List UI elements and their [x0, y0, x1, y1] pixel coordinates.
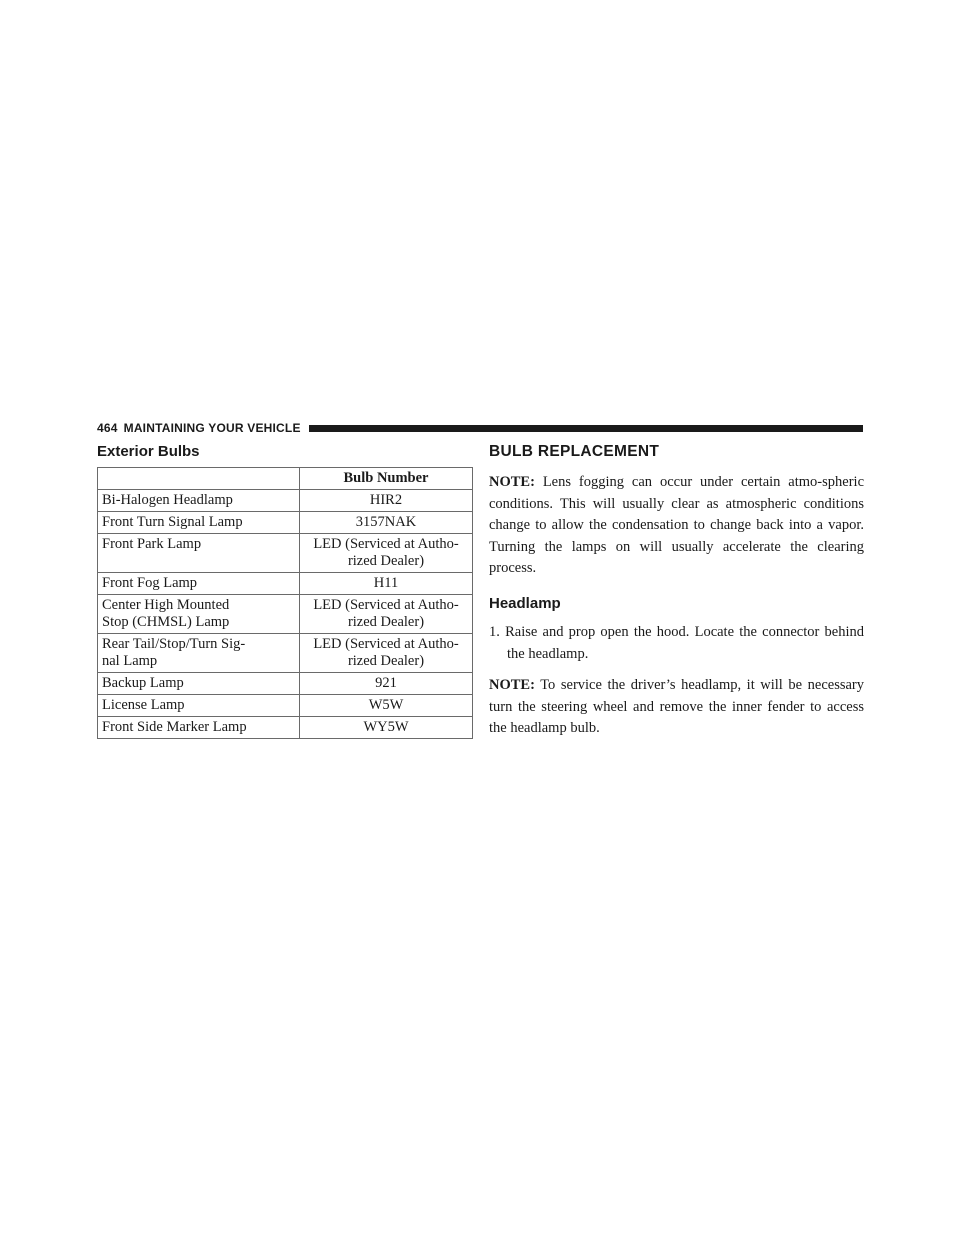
note-text: Lens fogging can occur under certain atmo-spheric conditions. This will usually clear as atmospheric conditions change to allow the condensation to change back into a vapor. Turning the lamps on will usually accelerate the clearing process. — [489, 474, 864, 577]
bulb-replacement-title: BULB REPLACEMENT — [489, 443, 660, 460]
right-column — [489, 442, 864, 740]
note-label: NOTE: — [489, 677, 535, 694]
table-row — [98, 695, 473, 717]
chapter-title: MAINTAINING YOUR VEHICLE — [123, 421, 301, 435]
lamp-name-cell: Front Side Marker Lamp — [98, 717, 300, 739]
bulb-number-cell: LED (Serviced at Autho- rized Dealer) — [300, 595, 473, 634]
bulb-number-cell: LED (Serviced at Autho- rized Dealer) — [300, 534, 473, 573]
bulb-number-cell: LED (Serviced at Autho- rized Dealer) — [300, 634, 473, 673]
table-row — [98, 573, 473, 595]
note-lens-fogging — [489, 472, 864, 580]
bulb-number-cell: HIR2 — [300, 490, 473, 512]
bulb-number-cell: W5W — [300, 695, 473, 717]
note-text: To service the driver’s headlamp, it will be necessary turn the steering wheel and remove the inner fender to access the headlamp bulb. — [489, 677, 864, 737]
lamp-name-cell: Backup Lamp — [98, 673, 300, 695]
bulb-number-cell: H11 — [300, 573, 473, 595]
lamp-name-cell: Front Fog Lamp — [98, 573, 300, 595]
table-header-row — [98, 468, 473, 490]
table-row — [98, 673, 473, 695]
exterior-bulbs-table — [97, 467, 473, 739]
bulb-number-cell: WY5W — [300, 717, 473, 739]
note-label: NOTE: — [489, 474, 535, 490]
headlamp-title: Headlamp — [489, 594, 561, 612]
note-drivers-headlamp — [489, 675, 864, 740]
lamp-name-cell: Front Park Lamp — [98, 534, 300, 573]
column-header-bulb-number: Bulb Number — [300, 468, 473, 490]
left-column — [97, 442, 473, 739]
table-row — [98, 595, 473, 634]
column-header-empty — [98, 468, 300, 490]
page-number: 464 — [97, 421, 118, 435]
bulb-number-cell: 921 — [300, 673, 473, 695]
page-header — [97, 418, 863, 438]
table-row — [98, 512, 473, 534]
step-number: 1. — [489, 623, 500, 640]
lamp-name-cell: Front Turn Signal Lamp — [98, 512, 300, 534]
step-1 — [489, 622, 864, 665]
step-text: Raise and prop open the hood. Locate the connector behind the headlamp. — [499, 623, 864, 662]
lamp-name-cell: Rear Tail/Stop/Turn Sig- nal Lamp — [98, 634, 300, 673]
table-body — [98, 490, 473, 739]
lamp-name-cell: Bi-Halogen Headlamp — [98, 490, 300, 512]
table-row — [98, 717, 473, 739]
lamp-name-cell: License Lamp — [98, 695, 300, 717]
table-row — [98, 490, 473, 512]
bulb-number-cell: 3157NAK — [300, 512, 473, 534]
header-rule — [309, 425, 863, 432]
table-row — [98, 534, 473, 573]
exterior-bulbs-title: Exterior Bulbs — [97, 443, 200, 460]
table-row — [98, 634, 473, 673]
lamp-name-cell: Center High Mounted Stop (CHMSL) Lamp — [98, 595, 300, 634]
